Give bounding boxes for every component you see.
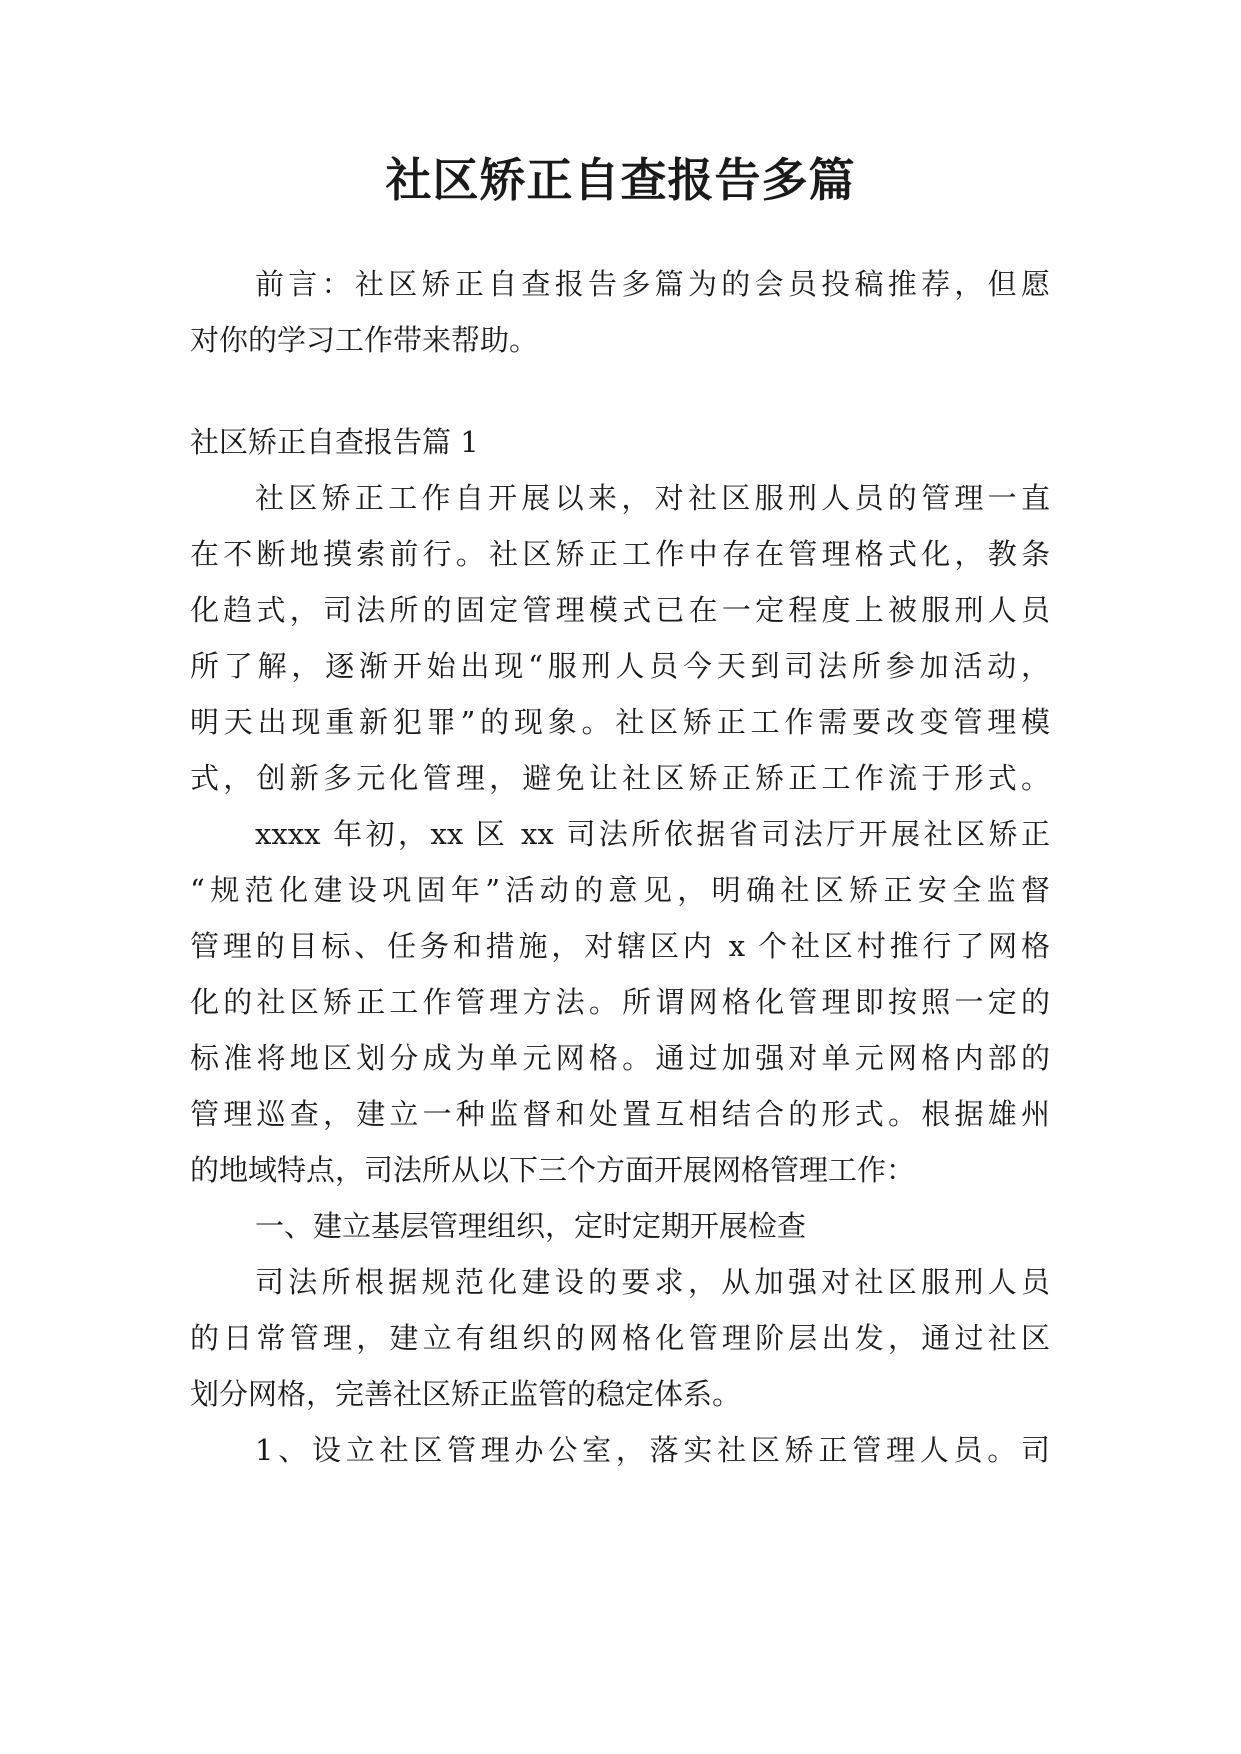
paragraph-line: 管理巡查，建立一种监督和处置互相结合的形式。根据雄州 <box>190 1097 1050 1131</box>
paragraph-line: 所了解，逐渐开始出现“服刑人员今天到司法所参加活动， <box>190 649 1050 683</box>
paragraph-line: 化趋式，司法所的固定管理模式已在一定程度上被服刑人员 <box>190 593 1050 627</box>
paragraph-line: 的地域特点，司法所从以下三个方面开展网格管理工作： <box>190 1153 916 1187</box>
paragraph-line: 明天出现重新犯罪”的现象。社区矫正工作需要改变管理模 <box>190 705 1050 739</box>
paragraph-line: “规范化建设巩固年”活动的意见，明确社区矫正安全监督 <box>190 873 1050 907</box>
paragraph-line: 在不断地摸索前行。社区矫正工作中存在管理格式化，教条 <box>190 537 1050 571</box>
paragraph-line: 式，创新多元化管理，避免让社区矫正矫正工作流于形式。 <box>190 761 1050 795</box>
paragraph-line: 1、设立社区管理办公室，落实社区矫正管理人员。司 <box>255 1433 1050 1467</box>
paragraph-line: 管理的目标、任务和措施，对辖区内 x 个社区村推行了网格 <box>190 929 1050 963</box>
paragraph-line: 标准将地区划分成为单元网格。通过加强对单元网格内部的 <box>190 1041 1050 1075</box>
preface-line-2: 对你的学习工作带来帮助。 <box>190 323 539 357</box>
subsection-heading: 一、建立基层管理组织，定时定期开展检查 <box>255 1209 807 1243</box>
paragraph-line: 的日常管理，建立有组织的网格化管理阶层出发，通过社区 <box>190 1321 1050 1355</box>
preface-line-1: 前言：社区矫正自查报告多篇为的会员投稿推荐，但愿 <box>255 267 1050 301</box>
paragraph-line: 司法所根据规范化建设的要求，从加强对社区服刑人员 <box>255 1265 1050 1299</box>
paragraph-line: xxxx 年初，xx 区 xx 司法所依据省司法厅开展社区矫正 <box>255 817 1050 851</box>
paragraph-line: 化的社区矫正工作管理方法。所谓网格化管理即按照一定的 <box>190 985 1050 1019</box>
paragraph-line: 社区矫正工作自开展以来，对社区服刑人员的管理一直 <box>255 481 1050 515</box>
document-title: 社区矫正自查报告多篇 <box>385 153 856 207</box>
section-heading: 社区矫正自查报告篇 1 <box>190 425 479 459</box>
paragraph-line: 划分网格，完善社区矫正监管的稳定体系。 <box>190 1377 742 1411</box>
